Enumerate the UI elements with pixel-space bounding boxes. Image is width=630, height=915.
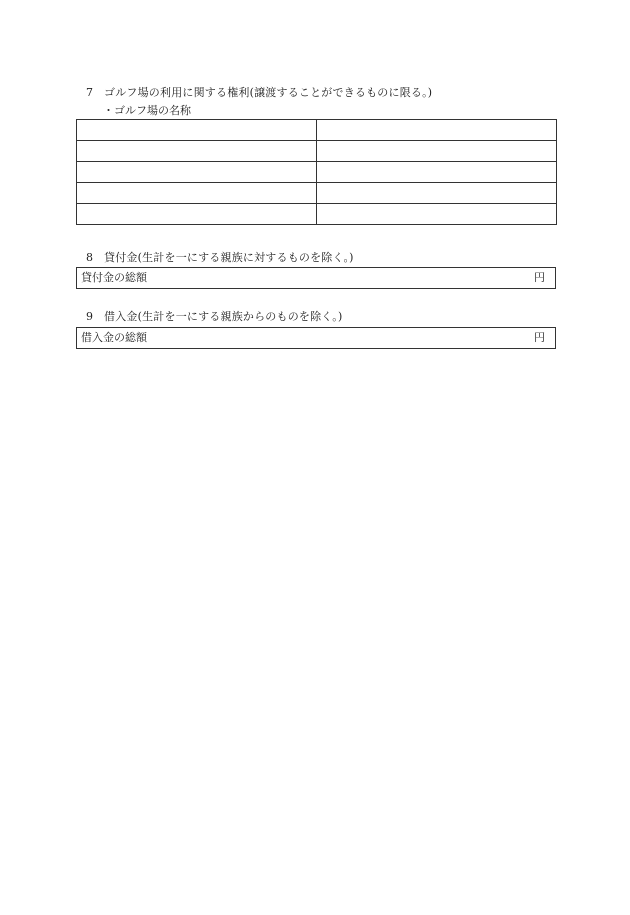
- table-cell: [317, 120, 557, 141]
- table-row: [77, 120, 557, 141]
- table-row: [77, 162, 557, 183]
- borrowings-total-box: [76, 327, 556, 349]
- section-7-title: ゴルフ場の利用に関する権利(譲渡することができるものに限る。): [104, 86, 433, 99]
- section-7-number: 7: [86, 86, 94, 99]
- loans-receivable-total-label: 貸付金の総額: [81, 271, 147, 284]
- table-cell: [317, 162, 557, 183]
- yen-unit: 円: [534, 331, 545, 344]
- section-9-number: 9: [86, 310, 94, 323]
- table-cell: [77, 183, 317, 204]
- section-8-title: 貸付金(生計を一にする親族に対するものを除く。): [104, 251, 354, 264]
- table-cell: [77, 141, 317, 162]
- loans-receivable-total-box: [76, 267, 556, 289]
- golf-course-name-label: ・ゴルフ場の名称: [103, 104, 191, 117]
- yen-unit: 円: [534, 271, 545, 284]
- borrowings-total-label: 借入金の総額: [81, 331, 147, 344]
- section-8-number: 8: [86, 251, 94, 264]
- section-9-heading: [86, 310, 342, 324]
- table-row: [77, 183, 557, 204]
- section-7-heading: [86, 86, 432, 100]
- table-cell: [77, 120, 317, 141]
- table-cell: [77, 162, 317, 183]
- table-cell: [317, 183, 557, 204]
- golf-course-table: [76, 119, 557, 225]
- table-cell: [317, 141, 557, 162]
- section-9-title: 借入金(生計を一にする親族からのものを除く。): [104, 310, 343, 323]
- table-cell: [77, 204, 317, 225]
- section-8-heading: [86, 251, 354, 265]
- table-row: [77, 141, 557, 162]
- table-cell: [317, 204, 557, 225]
- table-row: [77, 204, 557, 225]
